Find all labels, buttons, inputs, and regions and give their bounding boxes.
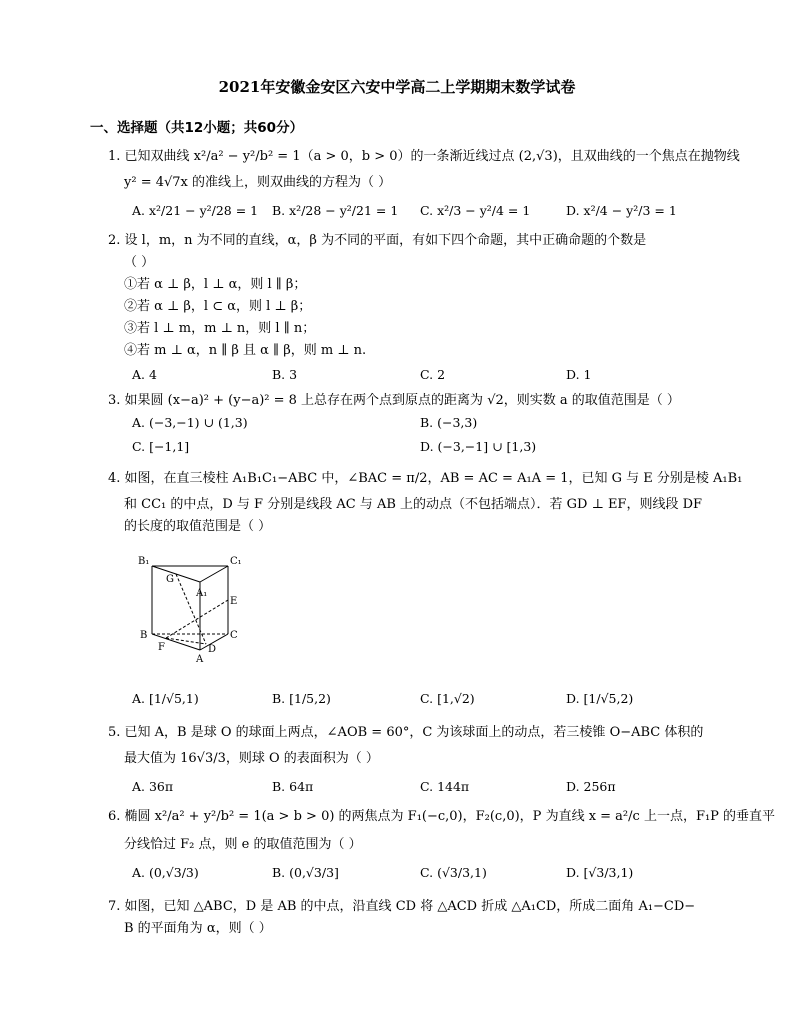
question-6-option-d: D. [√3/3,1) (566, 865, 634, 880)
question-1-line-1: 1. 已知双曲线 x²/a² − y²/b² = 1（a > 0，b > 0）的一条渐近线过点 (2,√3)，且双曲线的一个焦点在抛物线 (108, 149, 740, 164)
label-c: C (230, 630, 238, 641)
question-2-option-d: D. 1 (566, 367, 592, 382)
question-4-option-b: B. [1/5,2) (272, 691, 331, 706)
question-5-line-2: 最大值为 16√3/3，则球 O 的表面积为（ ） (124, 751, 379, 766)
question-1-option-b: B. x²/28 − y²/21 = 1 (272, 203, 399, 218)
label-a: A (196, 654, 204, 665)
label-f: F (158, 642, 165, 653)
label-e: E (230, 596, 238, 607)
question-7-line-2: B 的平面角为 α，则（ ） (124, 921, 272, 936)
question-3-option-b: B. (−3,3) (420, 415, 478, 430)
question-4-line-1: 4. 如图，在直三棱柱 A₁B₁C₁−ABC 中，∠BAC = π/2，AB = AC = A₁A = 1，已知 G 与 E 分别是棱 A₁B₁ (108, 471, 743, 486)
question-3-line-1: 3. 如果圆 (x−a)² + (y−a)² = 8 上总存在两个点到原点的距离为 √2，则实数 a 的取值范围是（ ） (108, 393, 680, 408)
question-2-item-4: ④若 m ⊥ α，n ∥ β 且 α ∥ β，则 m ⊥ n. (124, 343, 367, 358)
question-6-line-2: 分线恰过 F₂ 点，则 e 的取值范围为（ ） (124, 837, 362, 852)
question-3-option-a: A. (−3,−1) ∪ (1,3) (132, 415, 248, 430)
question-3-option-d: D. (−3,−1] ∪ [1,3) (420, 439, 537, 454)
question-2-line-1: 2. 设 l，m，n 为不同的直线，α，β 为不同的平面，有如下四个命题，其中正确命题的个数是 (108, 233, 647, 248)
question-4-line-3: 的长度的取值范围是（ ） (124, 519, 272, 534)
page-title: 2021年安徽金安区六安中学高二上学期期末数学试卷 (218, 78, 576, 96)
question-2-item-1: ①若 α ⊥ β，l ⊥ α，则 l ∥ β； (124, 277, 307, 292)
question-7-line-1: 7. 如图，已知 △ABC，D 是 AB 的中点，沿直线 CD 将 △ACD 折成 △A₁CD，所成二面角 A₁−CD− (108, 899, 696, 914)
label-c1: C₁ (230, 556, 242, 567)
question-2-item-3: ③若 l ⊥ m，m ⊥ n，则 l ∥ n； (124, 321, 316, 336)
question-6-line-1: 6. 椭圆 x²/a² + y²/b² = 1(a > b > 0) 的两焦点为 F₁(−c,0)，F₂(c,0)，P 为直线 x = a²/c 上一点，F₁P 的垂直平 (108, 809, 776, 824)
question-4-option-d: D. [1/√5,2) (566, 691, 634, 706)
label-d: D (208, 644, 217, 655)
question-2-option-b: B. 3 (272, 367, 298, 382)
question-1-option-d: D. x²/4 − y²/3 = 1 (566, 203, 677, 218)
question-4-option-c: C. [1,√2) (420, 691, 475, 706)
question-1-option-c: C. x²/3 − y²/4 = 1 (420, 203, 531, 218)
section-heading: 一、选择题（共12小题；共60分） (90, 120, 304, 136)
question-6-option-b: B. (0,√3/3] (272, 865, 339, 880)
question-2-option-a: A. 4 (132, 367, 157, 382)
question-1-line-2: y² = 4√7x 的准线上，则双曲线的方程为（ ） (124, 175, 392, 190)
question-5-option-c: C. 144π (420, 779, 470, 794)
label-b: B (140, 630, 148, 641)
question-5-line-1: 5. 已知 A，B 是球 O 的球面上两点，∠AOB = 60°，C 为该球面上的动点，若三棱锥 O−ABC 体积的 (108, 725, 704, 740)
question-5-option-a: A. 36π (132, 779, 174, 794)
label-g: G (166, 574, 174, 585)
label-b1: B₁ (138, 556, 150, 567)
question-2-item-2: ②若 α ⊥ β，l ⊂ α，则 l ⊥ β； (124, 299, 312, 314)
question-5-option-d: D. 256π (566, 779, 616, 794)
question-4-line-2: 和 CC₁ 的中点，D 与 F 分别是线段 AC 与 AB 上的动点（不包括端点）．若 GD ⊥ EF，则线段 DF (124, 497, 703, 512)
question-6-option-c: C. (√3/3,1) (420, 865, 487, 880)
question-6-option-a: A. (0,√3/3) (132, 865, 199, 880)
label-a1: A₁ (196, 588, 208, 599)
question-2-line-2: （ ） (124, 255, 155, 270)
question-1-option-a: A. x²/21 − y²/28 = 1 (132, 203, 259, 218)
prism-figure (136, 552, 246, 672)
question-3-option-c: C. [−1,1] (132, 439, 190, 454)
question-5-option-b: B. 64π (272, 779, 314, 794)
question-4-option-a: A. [1/√5,1) (132, 691, 199, 706)
question-2-option-c: C. 2 (420, 367, 446, 382)
